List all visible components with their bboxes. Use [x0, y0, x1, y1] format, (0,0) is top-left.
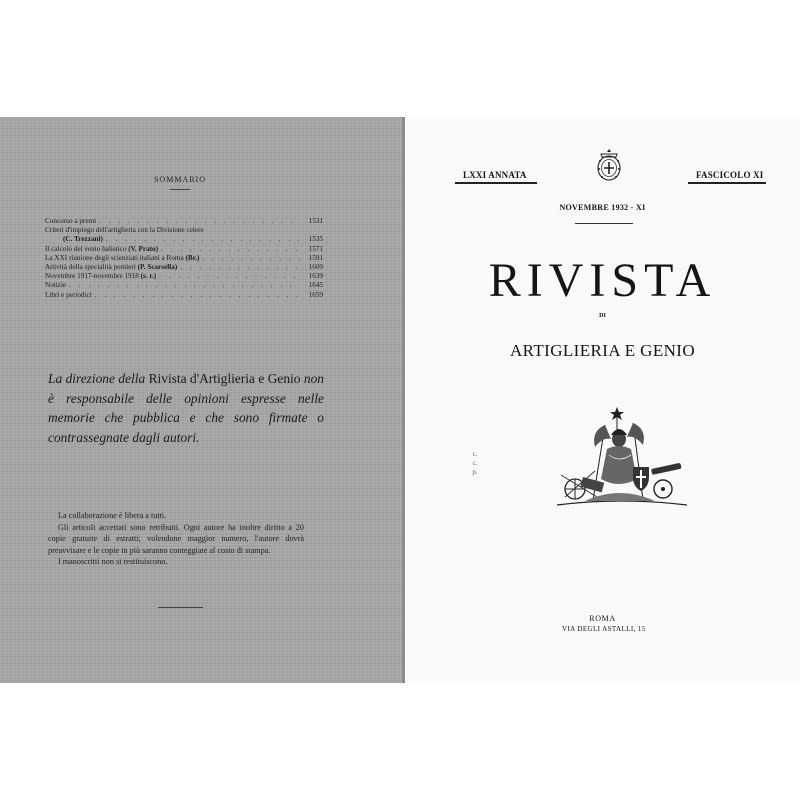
toc-entry-author: (C. Trezzani): [63, 235, 103, 244]
toc-entry-author: (Br.): [185, 253, 200, 262]
toc-leader: [95, 291, 300, 300]
issue-date: NOVEMBRE 1932 - XI: [559, 203, 646, 212]
journal-subtitle: ARTIGLIERIA E GENIO: [509, 341, 696, 360]
toc-leader: [180, 263, 300, 272]
toc-entry-page: 1645: [308, 281, 323, 290]
left-page: [0, 117, 405, 683]
right-page: [405, 117, 800, 683]
toc-entry-author: (V. Prato): [128, 244, 159, 253]
annata-label: LXXI ANNATA: [463, 170, 527, 180]
fascicolo-label: FASCICOLO XI: [696, 170, 764, 180]
toc-leader: [69, 281, 300, 290]
toc-entry-title: La XXI riunione degli scienziati italiani a Roma: [45, 253, 184, 262]
collab-paragraph: I manoscritti non si restituiscono.: [58, 557, 168, 566]
toc-entry-page: 1609: [308, 263, 323, 272]
header-rule: [688, 182, 766, 184]
allegorical-emblem-icon: [545, 405, 695, 517]
notice-text: non è responsabile delle opinioni espresse nelle memorie che pubblica e che sono firmate o contrassegnate dagli autori.: [48, 371, 324, 445]
toc-entry-title: Novembre 1917-novembre 1918: [45, 272, 139, 281]
toc-entry: [45, 263, 323, 272]
collab-paragraph: La collaborazione è libera a tutti.: [58, 511, 167, 520]
divider: [575, 223, 633, 224]
toc-leader: [106, 235, 300, 244]
toc-entry-page: 1659: [308, 290, 323, 299]
toc-entry-author: (P. Scarsella): [137, 263, 178, 272]
toc-entry: [45, 217, 323, 226]
toc-entry-title: Criteri d'impiego dell'artiglieria con la Divisione celere: [45, 226, 204, 235]
toc-entry-page: 1639: [308, 272, 323, 281]
notice-journal-name: Rivista d'Artiglieria e Genio: [148, 371, 301, 386]
toc-entry-title: Notizie: [45, 281, 67, 290]
city-name: ROMA: [589, 614, 616, 623]
sommario-title: SOMMARIO: [153, 175, 206, 184]
toc-leader: [159, 272, 300, 281]
table-of-contents: [45, 217, 323, 300]
toc-entry: [45, 245, 323, 254]
toc-entry-page: 1535: [308, 235, 323, 244]
address: VIA DEGLI ASTALLI, 15: [562, 625, 646, 633]
royal-crest-icon: [595, 147, 623, 183]
divider: [170, 189, 190, 190]
toc-entry: [45, 291, 323, 300]
toc-leader: [161, 245, 300, 254]
toc-entry-title: Il calcolo del vento balistico: [45, 244, 127, 253]
toc-entry: [45, 281, 323, 290]
toc-entry: [45, 254, 323, 263]
disclaimer-notice: [48, 369, 324, 447]
toc-entry-title: Attività della specialità pontieri: [45, 263, 136, 272]
collaboration-notes: [48, 510, 304, 568]
toc-entry: [45, 272, 323, 281]
toc-entry-title: Concorso a premi: [45, 217, 97, 225]
toc-entry-continuation: [45, 235, 323, 244]
toc-entry-title: Libri e periodici: [45, 290, 92, 299]
notice-text: La direzione della: [48, 371, 146, 386]
toc-entry: [45, 226, 323, 235]
toc-leader: [202, 254, 300, 263]
header-rule: [455, 182, 537, 184]
toc-entry-page: 1571: [308, 244, 323, 253]
divider: [158, 607, 203, 608]
margin-note: c. c. p.: [472, 450, 478, 476]
toc-entry-page: 1531: [308, 217, 323, 225]
title-connector: DI: [599, 313, 606, 319]
toc-entry-page: 1591: [308, 253, 323, 262]
journal-title: RIVISTA: [488, 254, 717, 307]
collab-paragraph: Gli articoli accettati sono retribuiti. Ogni autore ha inoltre diritto a 20 copie gratuite di estratti; volendone maggior numero, l'autore dovrà preavvisare e le copie in più saranno conteggiate al costo di stampa.: [48, 522, 304, 555]
toc-leader: [99, 217, 300, 226]
toc-entry-author: (s. r.): [140, 272, 157, 281]
